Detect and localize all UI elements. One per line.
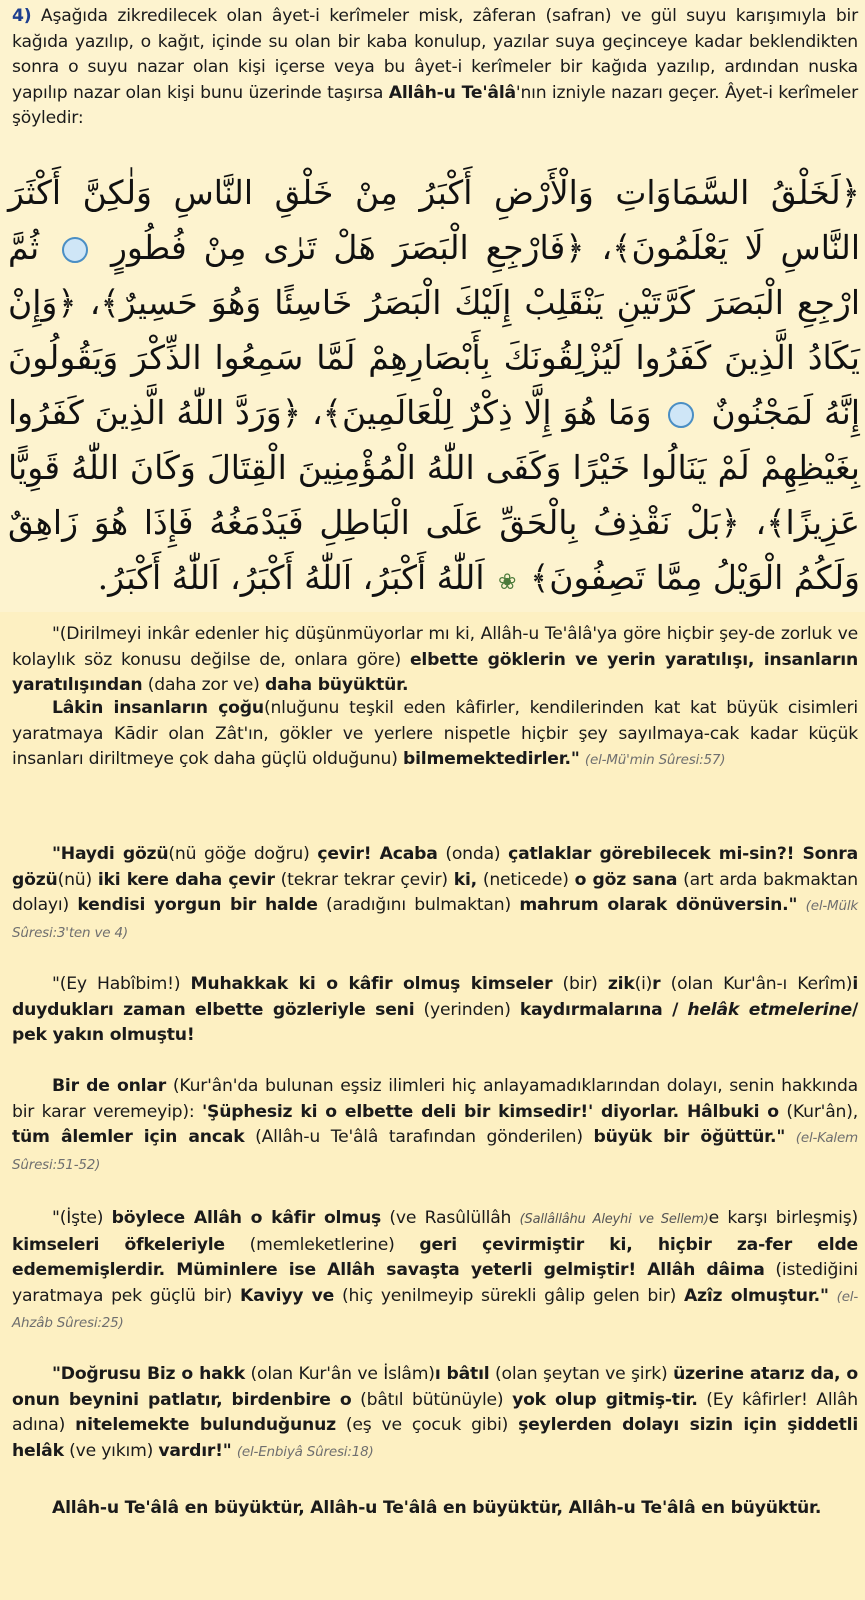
translation-paragraph-3: "Haydi gözü(nü göğe doğru) çevir! Acaba (onda) çatlaklar görebilecek mi-sin?! Sonra gözü(nü) iki kere daha çevir (tekrar tekrar çevir) ki, (neticede) o göz sana (art arda bakmaktan dolayı) kendisi yorgun bir halde (aradığını bulmaktan) mahrum olarak dönüversin." (el-Mülk Sûresi:3'ten ve 4)	[12, 844, 859, 941]
sura-reference: (el-Mü'min Sûresi:57)	[584, 752, 726, 769]
sura-reference: (el-Kalem Sûresi:51-52)	[12, 1130, 859, 1173]
arabic-verse-2: ﴿فَارْجِعِ الْبَصَرَ هَلْ تَرٰى مِنْ فُطُورٍ	[110, 228, 585, 267]
sura-reference: (el-Mülk Sûresi:3'ten ve 4)	[12, 898, 859, 941]
verse-end-marker-icon	[62, 237, 88, 263]
arabic-verse-7: ﴿بَلْ نَقْذِفُ بِالْحَقِّ عَلَى الْبَاطِلِ فَيَدْمَغُهُ فَإِذَا هُوَ زَاهِقٌ وَلَكُمُ الْوَيْلُ مِمَّا تَصِفُونَ﴾	[8, 503, 860, 597]
arabic-takbir: اَللّٰهُ أَكْبَرُ، اَللّٰهُ أَكْبَرُ، اَللّٰهُ أَكْبَرُ.	[97, 558, 485, 597]
item-number: 4)	[12, 6, 32, 26]
arabic-verse-5: وَمَا هُوَ إِلَّا ذِكْرٌ لِلْعَالَمِينَ﴾،	[311, 393, 652, 432]
rosette-ornament-icon: ❀	[498, 570, 517, 595]
arabic-verse-3: ثُمَّ ارْجِعِ الْبَصَرَ كَرَّتَيْنِ يَنْقَلِبْ إِلَيْكَ الْبَصَرُ خَاسِئًا وَهُوَ حَسِيرٌ﴾،	[8, 228, 860, 322]
translation-paragraph-1: "(Dirilmeyi inkâr edenler hiç düşünmüyorlar mı ki, Allâh-u Te'âlâ'ya göre hiçbir şey-de zorluk ve kolaylık söz konusu değilse de, onlara göre) elbette göklerin ve yerin yaratılışı, insanların yaratılışından (daha zor ve) daha büyüktür.	[12, 624, 859, 696]
arabic-verse-4: ﴿وَإِنْ يَكَادُ الَّذِينَ كَفَرُوا لَيُزْلِقُونَكَ بِأَبْصَارِهِمْ لَمَّا سَمِعُوا الذِّكْرَ وَيَقُولُونَ إِنَّهُ لَمَجْنُونٌ	[8, 283, 860, 432]
translation-paragraph-6: "(İşte) böylece Allâh o kâfir olmuş (ve Rasûlüllâh (Sallâllâhu Aleyhi ve Sellem)e karşı birleşmiş) kimseleri öfkeleriyle (memleketlerine) geri çevirmiştir ki, hiçbir za-fer elde edememişlerdir. Müminlere ise Allâh savaşta yeterli gelmiştir! Allâh dâima (istediğini yaratmaya pek güçlü bir) Kaviyy ve (hiç yenilmeyip sürekli gâlip gelen bir) Azîz olmuştur." (el-Ahzâb Sûresi:25)	[12, 1208, 859, 1332]
translation-paragraph-4: "(Ey Habîbim!) Muhakkak ki o kâfir olmuş kimseler (bir) zik(i)r (olan Kur'ân-ı Kerîm)i duydukları zaman elbette gözleriyle seni (yerinden) kaydırmalarına / helâk etmelerine/ pek yakın olmuştu!	[12, 974, 859, 1046]
sura-reference: (el-Enbiyâ Sûresi:18)	[236, 1443, 374, 1460]
arabic-verses	[8, 165, 860, 605]
translation-paragraph-5: Bir de onlar (Kur'ân'da bulunan eşsiz ilimleri hiç anlayamadıklarından dolayı, senin hakkında bir karar veremeyip): 'Şüphesiz ki o elbette deli bir kimsedir!' diyorlar. Hâlbuki o (Kur'ân), tüm âlemler için ancak (Allâh-u Te'âlâ tarafından gönderilen) büyük bir öğüttür." (el-Kalem Sûresi:51-52)	[12, 1076, 859, 1173]
translation-paragraph-8: Allâh-u Te'âlâ en büyüktür, Allâh-u Te'âlâ en büyüktür, Allâh-u Te'âlâ en büyüktür.	[52, 1498, 822, 1518]
intro-bold: Allâh-u Te'âlâ	[388, 82, 516, 103]
intro-tail: 'nın izniyle nazarı geçer. Âyet-i kerîmeler şöyledir:	[12, 82, 858, 128]
intro-paragraph	[12, 4, 858, 132]
translation-panel	[0, 612, 865, 1600]
sura-reference: (el-Ahzâb Sûresi:25)	[12, 1288, 859, 1332]
translation-paragraph-7: "Doğrusu Biz o hakk (olan Kur'ân ve İslâm)ı bâtıl (olan şeytan ve şirk) üzerine atarız da, o onun beynini patlatır, birdenbire o (bâtıl bütünüyle) yok olup gitmiş-tir. (Ey kâfirler! Allâh adına) nitelemekte bulunduğunuz (eş ve çocuk gibi) şeylerden dolayı sizin için şiddetli helâk (ve yıkım) vardır!" (el-Enbiyâ Sûresi:18)	[12, 1364, 859, 1461]
arabic-verse-1: ﴿لَخَلْقُ السَّمَاوَاتِ وَالْأَرْضِ أَكْبَرُ مِنْ خَلْقِ النَّاسِ وَلٰكِنَّ أَكْثَرَ النَّاسِ لَا يَعْلَمُونَ﴾،	[8, 173, 861, 267]
arabic-verse-6: ﴿وَرَدَّ اللّٰهُ الَّذِينَ كَفَرُوا بِغَيْظِهِمْ لَمْ يَنَالُوا خَيْرًا وَكَفَى اللّٰهُ الْمُؤْمِنِينَ الْقِتَالَ وَكَانَ اللّٰهُ قَوِيًّا عَزِيزًا﴾،	[8, 393, 860, 542]
verse-end-marker-icon	[668, 402, 694, 428]
translation-paragraph-2: Lâkin insanların çoğu(nluğunu teşkil eden kâfirler, kendilerinden kat kat büyük cisimleri yaratmaya Kādir olan Zât'ın, gökler ve yerlere nispetle hiçbir şey sayılmaya-cak kadar küçük insanları diriltmeye çok daha güçlü olduğunu) bilmemektedirler." (el-Mü'min Sûresi:57)	[12, 698, 859, 770]
intro-text: Aşağıda zikredilecek olan âyet-i kerîmeler misk, zâferan (safran) ve gül suyu karışımıyla bir kağıda yazılıp, o kağıt, içinde su olan bir kaba konulup, yazılar suya geçinceye kadar beklendikten sonra o suyu nazar olan kişi içerse veya bu âyet-i kerîmeler bir kağıda yazılıp, ardından nuska yapılıp nazar olan kişi bunu üzerinde taşırsa	[12, 6, 858, 103]
